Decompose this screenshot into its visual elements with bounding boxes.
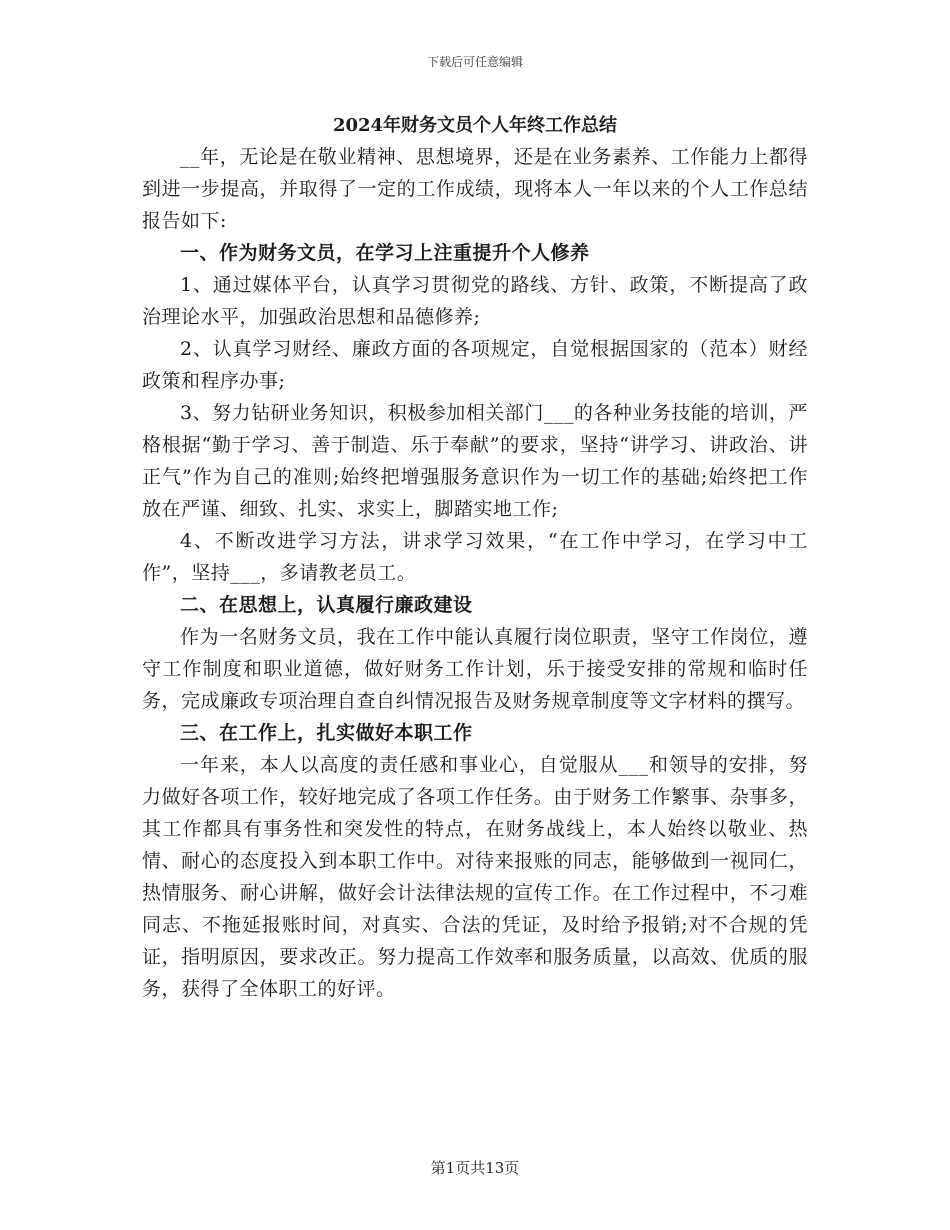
page-header: 下载后可任意编辑 [426, 55, 523, 69]
page-footer: 第1页共13页 [430, 1159, 520, 1177]
section-1-item-4: 4、不断改进学习方法，讲求学习效果，“在工作中学习，在学习中工作”，坚持___，多请教老员工。 [142, 530, 808, 584]
section-2-heading: 二、在思想上，认真履行廉政建设 [180, 594, 473, 616]
section-3-paragraph: 一年来，本人以高度的责任感和事业心，自觉服从___和领导的安排，努力做好各项工作，较好地完成了各项工作任务。由于财务工作繁事、杂事多，其工作都具有事务性和突发性的特点，在财务战线上，本人始终以敬业、热情、耐心的态度投入到本职工作中。对待来报账的同志，能够做到一视同仁，热情服务、耐心讲解，做好会计法律法规的宣传工作。在工作过程中，不刁难同志、不拖延报账时间，对真实、合法的凭证，及时给予报销;对不合规的凭证，指明原因，要求改正。努力提高工作效率和服务质量，以高效、优质的服务，获得了全体职工的好评。 [142, 754, 808, 1000]
section-1-item-1: 1、通过媒体平台，认真学习贯彻党的路线、方针、政策，不断提高了政治理论水平，加强政治思想和品德修养; [142, 274, 808, 328]
section-3-heading: 三、在工作上，扎实做好本职工作 [180, 722, 473, 744]
document-body [142, 111, 808, 1005]
section-1-item-3: 3、努力钻研业务知识，积极参加相关部门___的各种业务技能的培训，严格根据“勤于学习、善于制造、乐于奉献”的要求，坚持“讲学习、讲政治、讲正气”作为自己的准则;始终把增强服务意识作为一切工作的基础;始终把工作放在严谨、细致、扎实、求实上，脚踏实地工作; [142, 402, 808, 520]
section-1-item-2: 2、认真学习财经、廉政方面的各项规定，自觉根据国家的（范本）财经政策和程序办事; [142, 338, 808, 392]
intro-paragraph: __年，无论是在敬业精神、思想境界，还是在业务素养、工作能力上都得到进一步提高，并取得了一定的工作成绩，现将本人一年以来的个人工作总结报告如下: [142, 146, 808, 232]
section-2-paragraph: 作为一名财务文员，我在工作中能认真履行岗位职责，坚守工作岗位，遵守工作制度和职业道德，做好财务工作计划，乐于接受安排的常规和临时任务，完成廉政专项治理自查自纠情况报告及财务规章制度等文字材料的撰写。 [142, 626, 808, 712]
section-1-heading: 一、作为财务文员，在学习上注重提升个人修养 [180, 242, 590, 264]
document-title: 2024年财务文员个人年终工作总结 [332, 115, 618, 136]
